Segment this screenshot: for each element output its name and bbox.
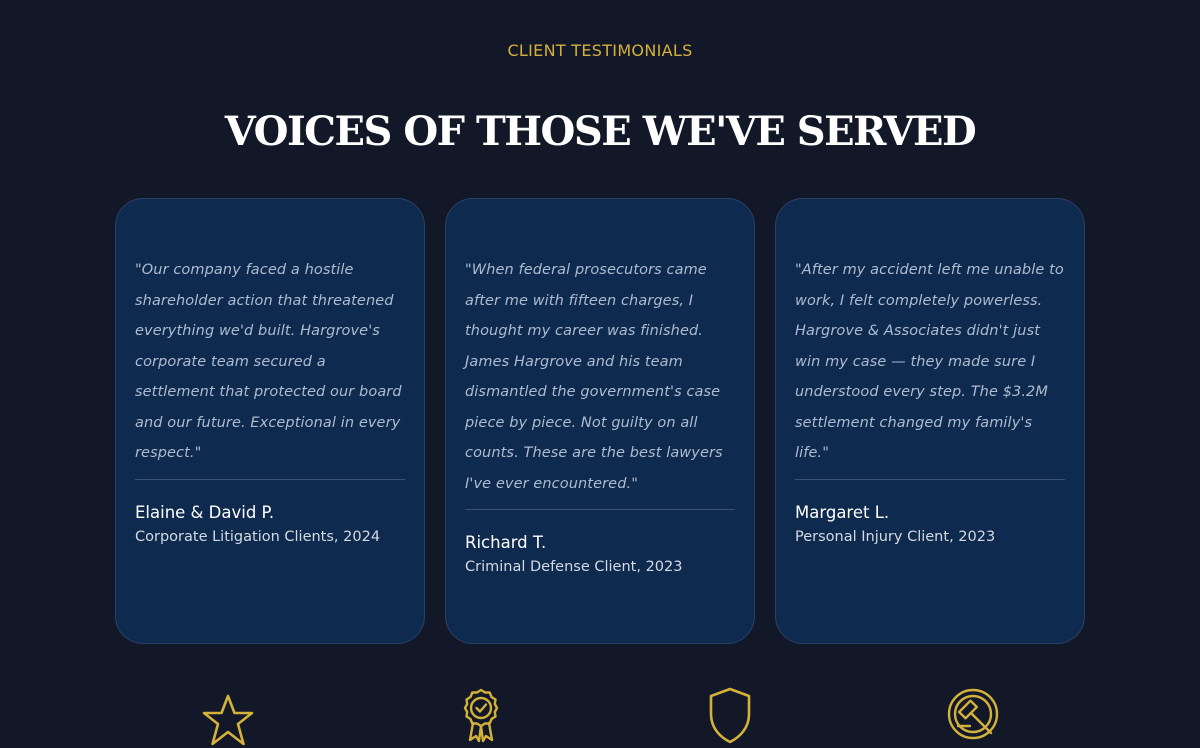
- client-name: Richard T.: [465, 533, 547, 552]
- testimonial-cards: [115, 198, 1085, 644]
- testimonial-quote: "Our company faced a hostile shareholder action that threatened everything we'd built. Hargrove's corporate team secured a settlement that protected our board and our future. Exceptional in every respect.": [135, 262, 402, 461]
- client-role: Corporate Litigation Clients, 2024: [135, 528, 381, 545]
- star-icon: [198, 686, 258, 748]
- award-badge-icon: [451, 686, 511, 748]
- testimonial-card: [445, 198, 755, 644]
- card-divider: [135, 479, 405, 480]
- trust-icons-row: [0, 686, 1200, 748]
- testimonial-card: [115, 198, 425, 644]
- testimonial-quote: "After my accident left me unable to work, I felt completely powerless. Hargrove & Associates didn't just win my case — they made sure I understood every step. The $3.2M settlement changed my family's life.": [795, 262, 1064, 461]
- client-role: Criminal Defense Client, 2023: [465, 559, 683, 575]
- section-eyebrow: CLIENT TESTIMONIALS: [507, 41, 693, 60]
- client-name: Elaine & David P.: [135, 502, 275, 522]
- card-divider: [465, 509, 735, 510]
- testimonial-quote: "When federal prosecutors came after me with fifteen charges, I thought my career was finished. James Hargrove and his team dismantled the government's case piece by piece. Not guilty on all counts. These are the best lawyers I've ever encountered.": [465, 262, 723, 492]
- testimonial-card: [775, 198, 1085, 644]
- shield-icon: [700, 686, 760, 748]
- gavel-icon: [943, 686, 1003, 748]
- client-name: Margaret L.: [795, 502, 890, 522]
- section-title: VOICES OF THOSE WE'VE SERVED: [224, 108, 976, 155]
- card-divider: [795, 479, 1065, 480]
- client-role: Personal Injury Client, 2023: [795, 528, 996, 545]
